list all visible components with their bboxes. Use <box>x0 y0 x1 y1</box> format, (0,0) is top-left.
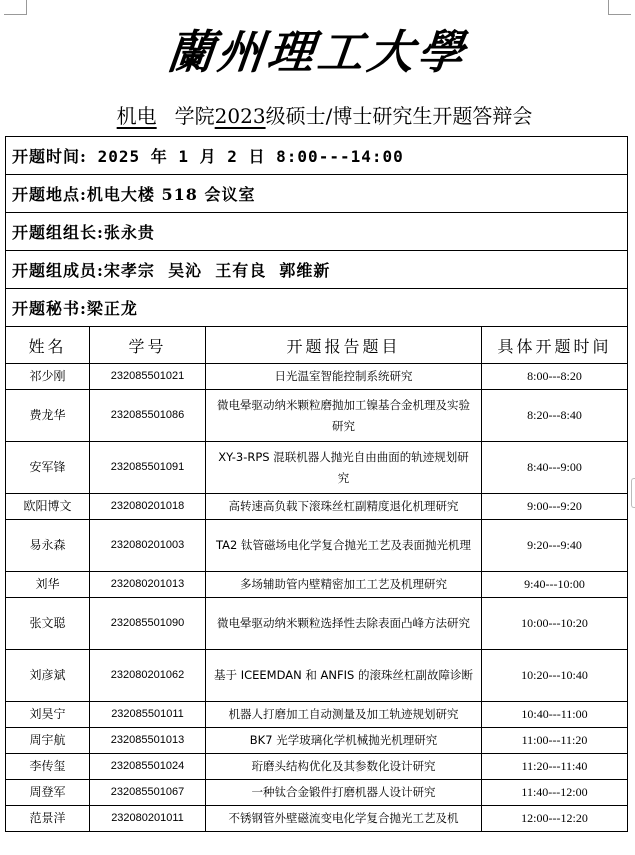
leader-value: 张永贵 <box>103 223 155 242</box>
table-row <box>6 390 628 442</box>
table-row <box>6 442 628 494</box>
report-topic: 机器人打磨加工自动测量及加工轨迹规划研究 <box>206 702 482 728</box>
student-id: 232085501090 <box>90 598 206 650</box>
report-topic: 基于 ICEEMDAN 和 ANFIS 的滚珠丝杠副故障诊断 <box>206 650 482 702</box>
student-id: 232085501021 <box>90 364 206 390</box>
report-topic: 多场辅助管内壁精密加工工艺及机理研究 <box>206 572 482 598</box>
student-name: 费龙华 <box>6 390 90 442</box>
table-row <box>6 598 628 650</box>
report-topic: XY-3-RPS 混联机器人抛光自由曲面的轨迹规划研究 <box>206 442 482 494</box>
student-name: 周登军 <box>6 780 90 806</box>
place-label: 开题地点: <box>12 185 87 204</box>
student-name: 易永森 <box>6 520 90 572</box>
student-id: 232085501091 <box>90 442 206 494</box>
report-topic: 微电晕驱动纳米颗粒磨抛加工镍基合金机理及实验研究 <box>206 390 482 442</box>
secretary-label: 开题秘书: <box>12 299 87 318</box>
leader-label: 开题组组长: <box>12 223 104 242</box>
info-leader-row <box>6 213 628 251</box>
student-name: 刘昊宁 <box>6 702 90 728</box>
department-name: 机电 <box>116 104 157 128</box>
place-value: 机电大楼 518 会议室 <box>86 185 256 204</box>
student-id: 232085501067 <box>90 780 206 806</box>
table-header-row <box>6 327 628 364</box>
report-topic: 日光温室智能控制系统研究 <box>206 364 482 390</box>
slot-time: 10:40---11:00 <box>482 702 628 728</box>
header-time: 具体开题时间 <box>482 327 628 364</box>
slot-time: 9:40---10:00 <box>482 572 628 598</box>
table-row <box>6 780 628 806</box>
student-id: 232085501013 <box>90 728 206 754</box>
table-row <box>6 702 628 728</box>
slot-time: 9:00---9:20 <box>482 494 628 520</box>
title-year: 2023 <box>214 104 266 128</box>
crop-mark-right <box>608 0 631 15</box>
members-value: 宋孝宗 吴沁 王有良 郭维新 <box>103 261 331 280</box>
student-id: 232085501086 <box>90 390 206 442</box>
table-row <box>6 520 628 572</box>
student-name: 李传玺 <box>6 754 90 780</box>
slot-time: 8:20---8:40 <box>482 390 628 442</box>
report-topic: 微电晕驱动纳米颗粒选择性去除表面凸峰方法研究 <box>206 598 482 650</box>
table-row <box>6 754 628 780</box>
slot-time: 8:00---8:20 <box>482 364 628 390</box>
slot-time: 8:40---9:00 <box>482 442 628 494</box>
student-name: 刘彦斌 <box>6 650 90 702</box>
report-topic: 高转速高负载下滚珠丝杠副精度退化机理研究 <box>206 494 482 520</box>
student-id: 232080201062 <box>90 650 206 702</box>
student-id: 232085501011 <box>90 702 206 728</box>
table-row <box>6 364 628 390</box>
header-name: 姓名 <box>6 327 90 364</box>
student-name: 张文聪 <box>6 598 90 650</box>
slot-time: 11:20---11:40 <box>482 754 628 780</box>
table-row <box>6 806 628 832</box>
student-name: 欧阳博文 <box>6 494 90 520</box>
scroll-handle[interactable] <box>631 478 635 508</box>
table-row <box>6 728 628 754</box>
info-place-row <box>6 175 628 213</box>
schedule-table <box>5 136 628 832</box>
slot-time: 10:20---10:40 <box>482 650 628 702</box>
slot-time: 9:20---9:40 <box>482 520 628 572</box>
info-members-row <box>6 251 628 289</box>
secretary-value: 梁正龙 <box>86 299 138 318</box>
report-topic: BK7 光学玻璃化学机械抛光机理研究 <box>206 728 482 754</box>
page-title <box>0 102 635 130</box>
slot-time: 11:00---11:20 <box>482 728 628 754</box>
report-topic: TA2 钛管磁场电化学复合抛光工艺及表面抛光机理 <box>206 520 482 572</box>
table-row <box>6 572 628 598</box>
table-row <box>6 650 628 702</box>
members-label: 开题组成员: <box>12 261 104 280</box>
slot-time: 12:00---12:20 <box>482 806 628 832</box>
student-name: 范景洋 <box>6 806 90 832</box>
student-name: 祁少刚 <box>6 364 90 390</box>
student-id: 232080201011 <box>90 806 206 832</box>
report-topic: 珩磨头结构优化及其参数化设计研究 <box>206 754 482 780</box>
student-id: 232085501024 <box>90 754 206 780</box>
university-logo: 蘭州理工大學 <box>164 25 471 79</box>
student-id: 232080201018 <box>90 494 206 520</box>
time-value: 2025 年 1 月 2 日 8:00---14:00 <box>97 147 404 166</box>
time-label: 开题时间: <box>12 147 87 166</box>
report-topic: 一种钛合金锻件打磨机器人设计研究 <box>206 780 482 806</box>
student-id: 232080201013 <box>90 572 206 598</box>
header-id: 学号 <box>90 327 206 364</box>
slot-time: 11:40---12:00 <box>482 780 628 806</box>
title-suffix: 级硕士/博士研究生开题答辩会 <box>265 104 533 128</box>
student-name: 安军锋 <box>6 442 90 494</box>
report-topic: 不锈钢管外壁磁流变电化学复合抛光工艺及机 <box>206 806 482 832</box>
table-row <box>6 494 628 520</box>
student-name: 刘华 <box>6 572 90 598</box>
student-name: 周宇航 <box>6 728 90 754</box>
crop-mark-left <box>4 0 27 15</box>
student-id: 232080201003 <box>90 520 206 572</box>
info-secretary-row <box>6 289 628 327</box>
info-time-row <box>6 137 628 175</box>
title-prefix: 学院 <box>174 104 215 128</box>
header-topic: 开题报告题目 <box>206 327 482 364</box>
slot-time: 10:00---10:20 <box>482 598 628 650</box>
